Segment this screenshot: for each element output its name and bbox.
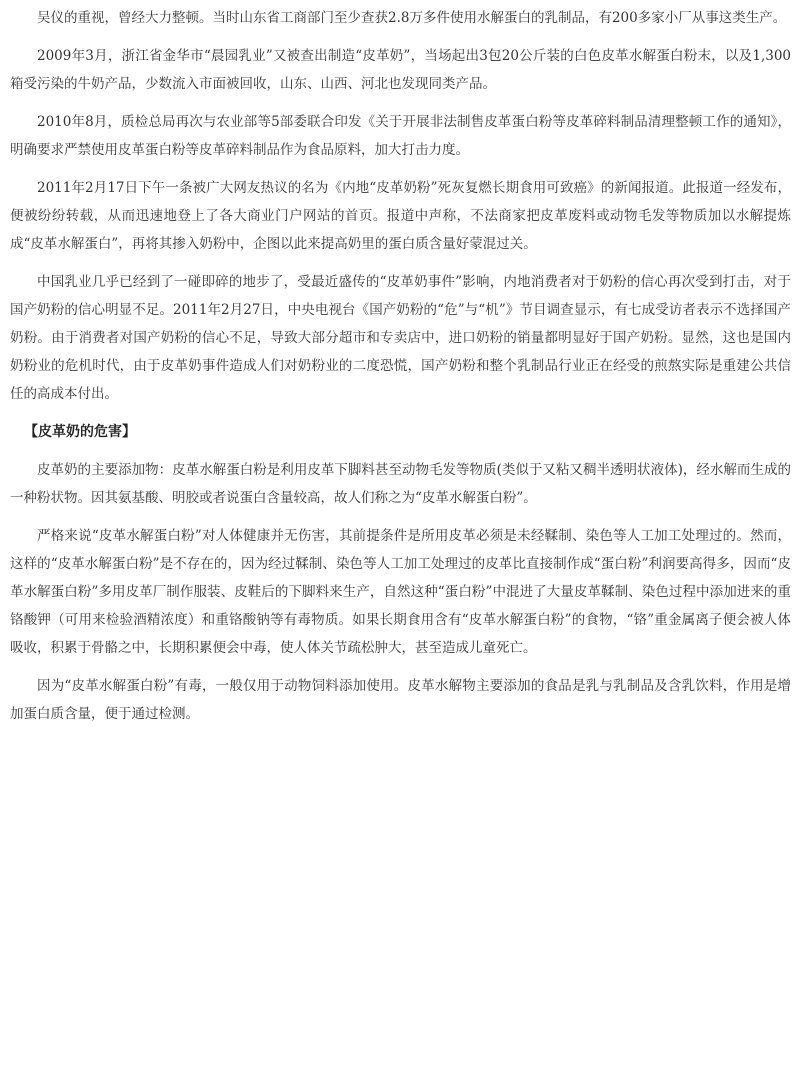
section-heading: 【皮革奶的危害】: [24, 424, 136, 440]
section-paragraph: 皮革奶的主要添加物：皮革水解蛋白粉是利用皮革下脚料甚至动物毛发等物质(类似于又粘又稠半透明状液体)，经水解而生成的一种粉状物。因其氨基酸、明胶或者说蛋白含量较高，故人们称之为“皮革水解蛋白粉”。: [10, 462, 791, 506]
section-paragraph: 因为“皮革水解蛋白粉”有毒，一般仅用于动物饲料添加使用。皮革水解物主要添加的食品是乳与乳制品及含乳饮料，作用是增加蛋白质含量，便于通过检测。: [10, 678, 791, 722]
article-paragraph: 中国乳业几乎已经到了一碰即碎的地步了，受最近盛传的“皮革奶事件”影响，内地消费者对于奶粉的信心再次受到打击，对于国产奶粉的信心明显不足。2011年2月27日，中央电视台《国产奶粉的“危”与“机”》节目调查显示，有七成受访者表示不选择国产奶粉。由于消费者对国产奶粉的信心不足，导致大部分超市和专卖店中，进口奶粉的销量都明显好于国产奶粉。显然，这也是国内奶粉业的危机时代，由于皮革奶事件造成人们对奶粉业的二度恐慌，国产奶粉和整个乳制品行业正在经受的煎熬实际是重建公共信任的高成本付出。: [10, 274, 791, 402]
section-paragraph: 严格来说“皮革水解蛋白粉”对人体健康并无伤害，其前提条件是所用皮革必须是未经鞣制、染色等人工加工处理过的。然而，这样的“皮革水解蛋白粉”是不存在的，因为经过鞣制、染色等人工加工处理过的皮革比直接制作成“蛋白粉”利润要高得多，因而“皮革水解蛋白粉”多用皮革厂制作服装、皮鞋后的下脚料来生产，自然这种“蛋白粉”中混进了大量皮革鞣制、染色过程中添加进来的重铬酸钾（可用来检验酒精浓度）和重铬酸钠等有毒物质。如果长期食用含有“皮革水解蛋白粉”的食物，“铬”重金属离子便会被人体吸收，积累于骨骼之中，长期积累便会中毒，使人体关节疏松肿大，甚至造成儿童死亡。: [10, 528, 791, 656]
article-paragraph: 2011年2月17日下午一条被广大网友热议的名为《内地“皮革奶粉”死灰复燃长期食用可致癌》的新闻报道。此报道一经发布，便被纷纷转载，从而迅速地登上了各大商业门户网站的首页。报道中声称，不法商家把皮革废料或动物毛发等物质加以水解提炼成“皮革水解蛋白”，再将其掺入奶粉中，企图以此来提高奶里的蛋白质含量好蒙混过关。: [10, 180, 791, 252]
article-paragraph: 吴仪的重视，曾经大力整顿。当时山东省工商部门至少查获2.8万多件使用水解蛋白的乳制品，有200多家小厂从事这类生产。: [37, 10, 787, 26]
article-paragraph: 2010年8月，质检总局再次与农业部等5部委联合印发《关于开展非法制售皮革蛋白粉等皮革碎料制品清理整顿工作的通知》，明确要求严禁使用皮革蛋白粉等皮革碎料制品作为食品原料，加大打击力度。: [10, 114, 791, 158]
article-body: [10, 4, 791, 738]
article-paragraph: 2009年3月，浙江省金华市“晨园乳业”又被查出制造“皮革奶”，当场起出3包20公斤装的白色皮革水解蛋白粉末，以及1,300箱受污染的牛奶产品，少数流入市面被回收，山东、山西、河北也发现同类产品。: [10, 48, 791, 92]
